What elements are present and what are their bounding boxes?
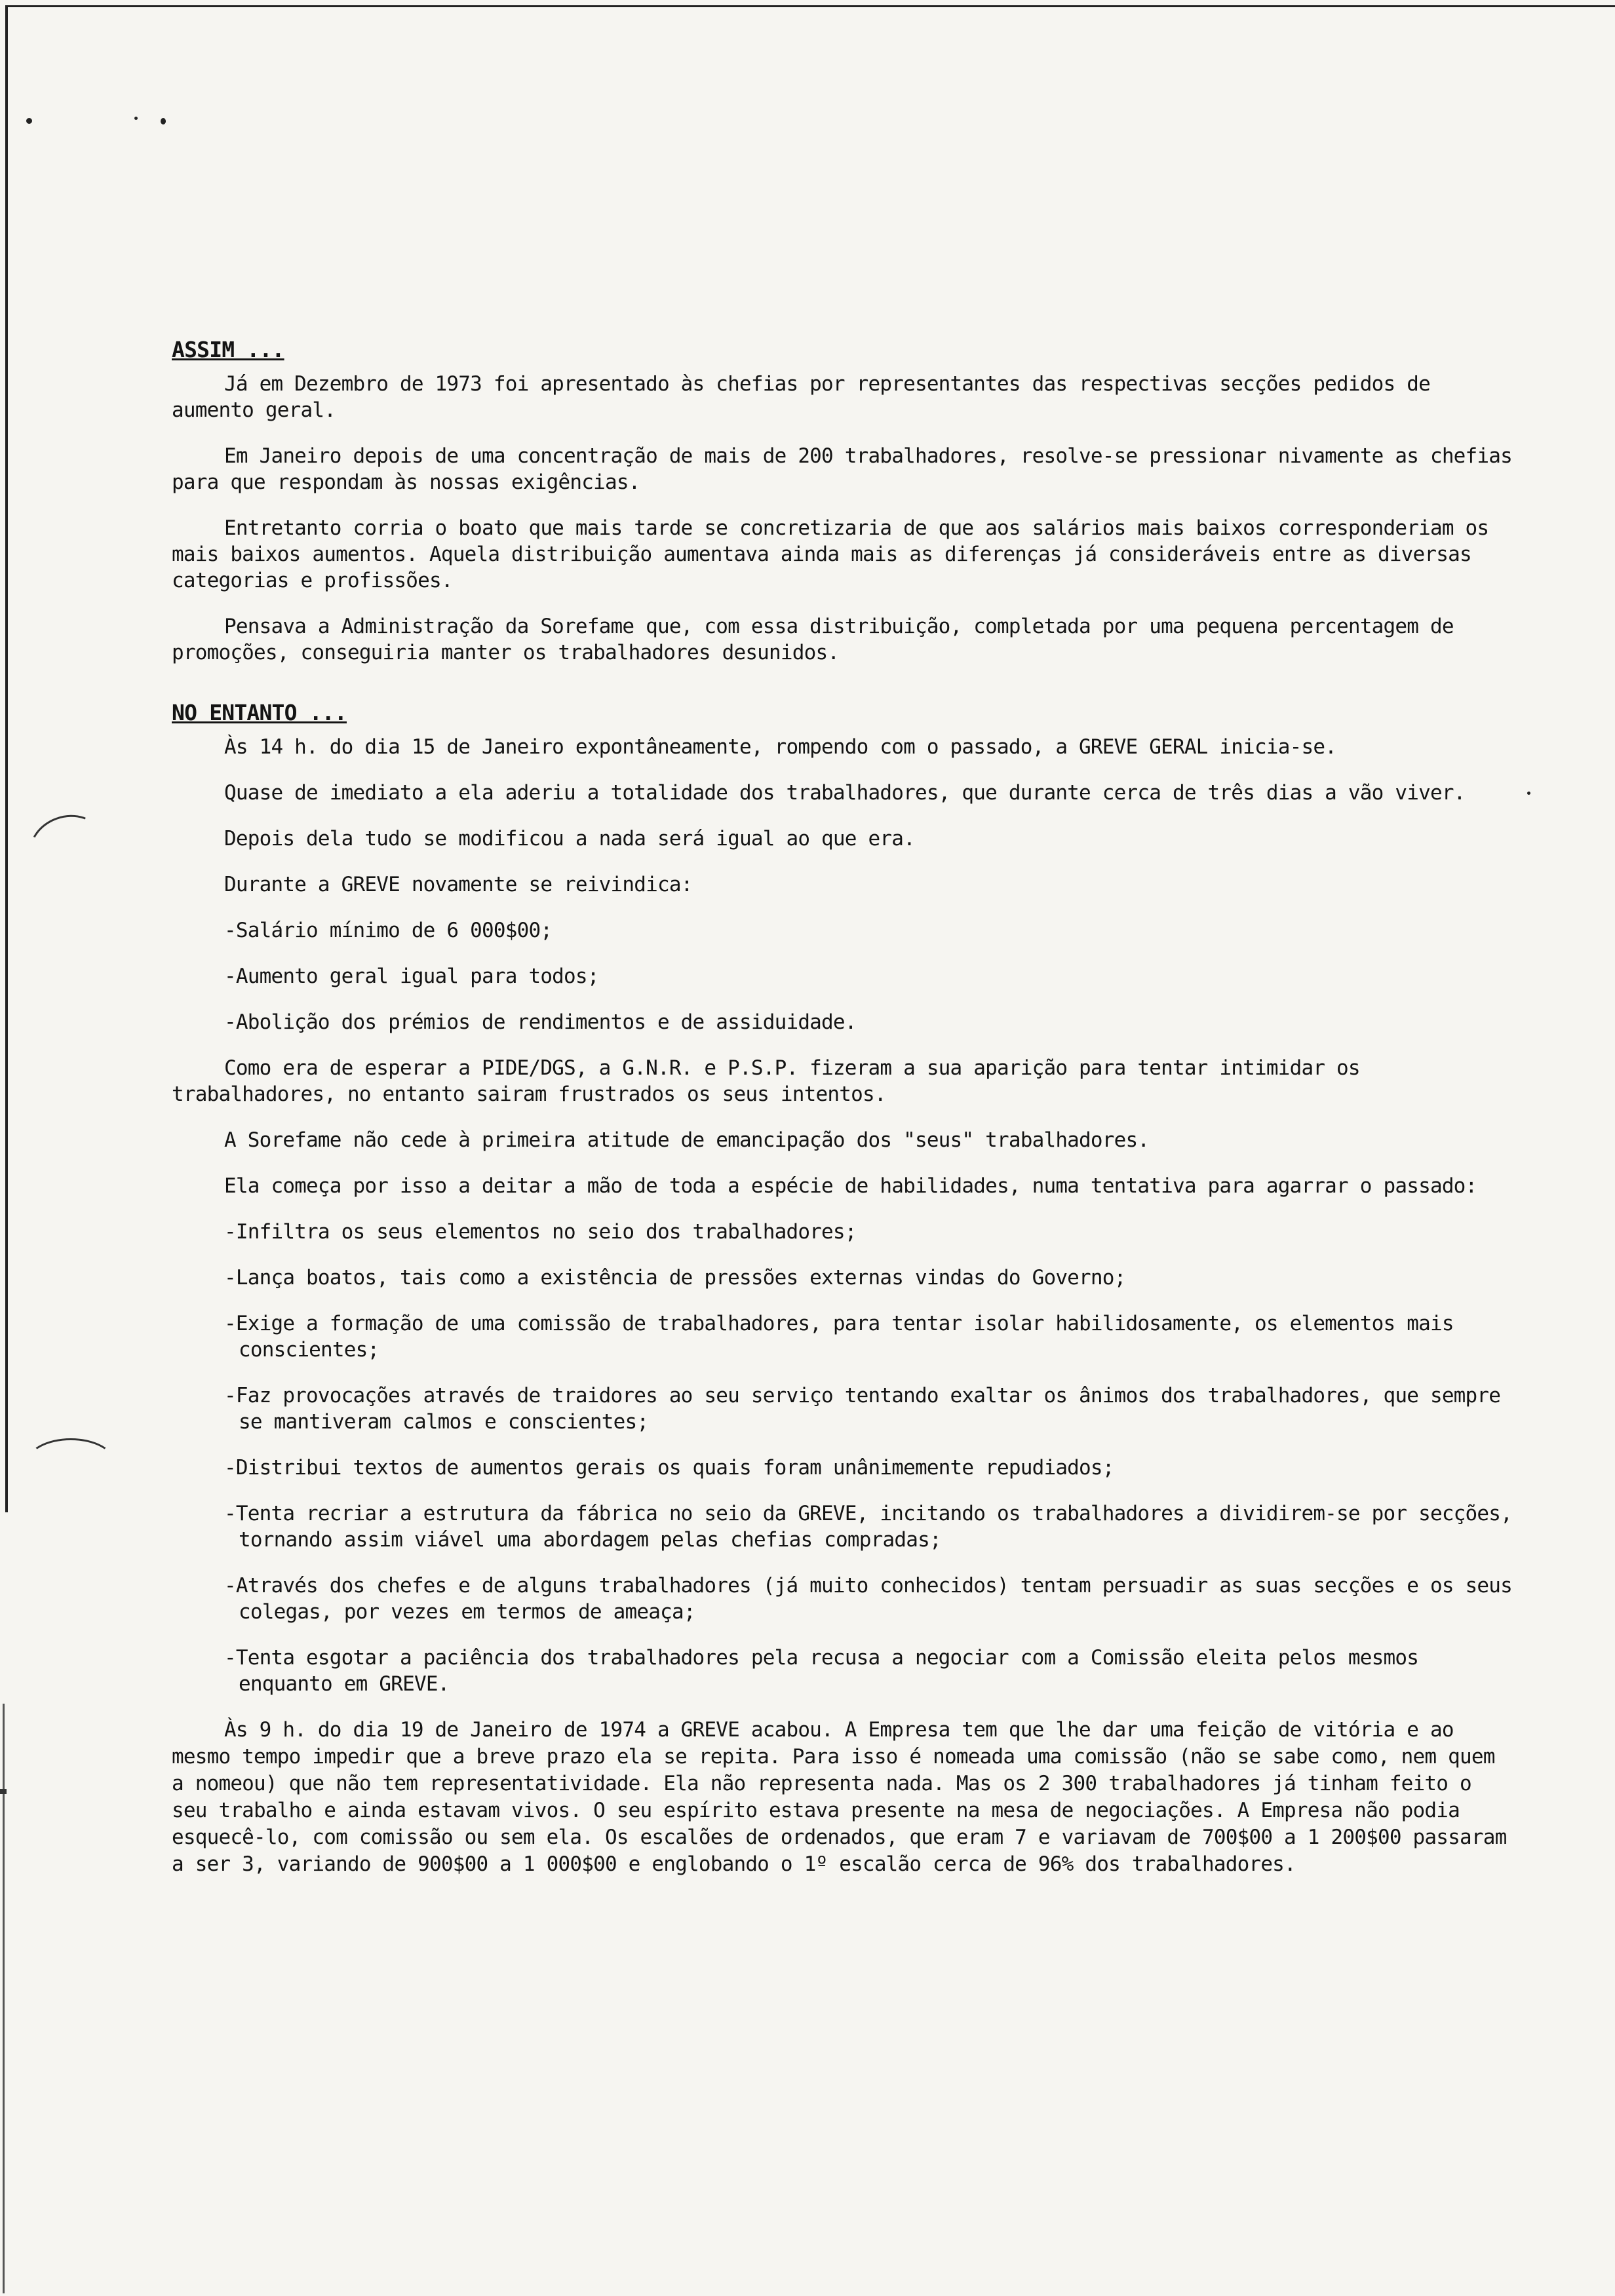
tactic-item: -Distribui textos de aumentos gerais os quais foram unânimemente repudiados; — [224, 1456, 1114, 1480]
paragraph: Já em Dezembro de 1973 foi apresentado às chefias por representantes das respectivas secções pedidos de aumento geral. — [172, 372, 1430, 422]
paragraph: Em Janeiro depois de uma concentração de mais de 200 trabalhadores, resolve-se pressionar nivamente as chefias para que respondam às nossas exigências. — [172, 444, 1512, 494]
paragraph: Durante a GREVE novamente se reivindica: — [224, 873, 693, 896]
margin-stroke — [20, 805, 113, 890]
tactic-item: -Infiltra os seus elementos no seio dos trabalhadores; — [224, 1220, 857, 1244]
paragraph: Entretanto corria o boato que mais tarde se concretizaria de que aos salários mais baixos corresponderiam os mais baixos aumentos. Aquela distribuição aumentava ainda mais as diferenças já consideráveis entre as diversas categorias e profissões. — [172, 516, 1489, 592]
paragraph: Depois dela tudo se modificou a nada será igual ao que era. — [224, 827, 915, 851]
tactic-item: -Através dos chefes e de alguns trabalhadores (já muito conhecidos) tentam persuadir as suas secções e os seus colegas, por vezes em termos de ameaça; — [224, 1574, 1512, 1624]
demand-item: -Abolição dos prémios de rendimentos e de assiduidade. — [224, 1010, 857, 1034]
scan-speck — [161, 118, 166, 124]
tactic-item: -Faz provocações através de traidores ao seu serviço tentando exaltar os ânimos dos trabalhadores, que sempre se mantiveram calmos e conscientes; — [224, 1384, 1501, 1434]
page-edge-left — [5, 5, 8, 1512]
paragraph: Ela começa por isso a deitar a mão de toda a espécie de habilidades, numa tentativa para agarrar o passado: — [224, 1174, 1477, 1198]
closing-paragraph: Às 9 h. do dia 19 de Janeiro de 1974 a GREVE acabou. A Empresa tem que lhe dar uma feição de vitória e ao mesmo tempo impedir que a breve prazo ela se repita. Para isso é nomeada uma comissão (não se sabe como, nem quem a nomeou) que não tem representatividade. Ela não representa nada. Mas os 2 300 trabalhadores já tinham feito o seu trabalho e ainda estavam vivos. O seu espírito estava presente na mesa de negociações. A Empresa não podia esquecê-lo, com comissão ou sem ela. Os escalões de ordenados, que eram 7 e variavam de 700$00 a 1 200$00 passaram a ser 3, variando de 900$00 a 1 000$00 e englobando o 1º escalão cerca de 96% dos trabalhadores. — [172, 1718, 1507, 1876]
section-heading-no-entanto: NO ENTANTO ... — [172, 700, 347, 725]
demand-item: -Salário mínimo de 6 000$00; — [224, 919, 553, 942]
paragraph: Quase de imediato a ela aderiu a totalidade dos trabalhadores, que durante cerca de três dias a vão viver. — [224, 781, 1466, 805]
paragraph: Às 14 h. do dia 15 de Janeiro expontâneamente, rompendo com o passado, a GREVE GERAL inicia-se. — [224, 735, 1337, 759]
document-body — [172, 328, 1515, 1898]
page-edge-tick — [0, 1789, 7, 1794]
paragraph: Pensava a Administração da Sorefame que, com essa distribuição, completada por uma pequena percentagem de promoções, conseguiria manter os trabalhadores desunidos. — [172, 615, 1454, 664]
tactic-item: -Tenta esgotar a paciência dos trabalhadores pela recusa a negociar com a Comissão eleita pelos mesmos enquanto em GREVE. — [224, 1646, 1419, 1696]
tactic-item: -Lança boatos, tais como a existência de pressões externas vindas do Governo; — [224, 1266, 1126, 1290]
page-edge-top — [7, 5, 1615, 7]
tactic-item: -Exige a formação de uma comissão de trabalhadores, para tentar isolar habilidosamente, os elementos mais conscientes; — [224, 1312, 1454, 1362]
scan-speck — [1527, 792, 1530, 795]
demand-item: -Aumento geral igual para todos; — [224, 965, 599, 988]
section-heading-assim: ASSIM ... — [172, 337, 284, 362]
paragraph: Como era de esperar a PIDE/DGS, a G.N.R. e P.S.P. fizeram a sua aparição para tentar intimidar os trabalhadores, no entanto sairam frustrados os seus intentos. — [172, 1056, 1360, 1106]
scan-speck — [26, 118, 32, 124]
margin-stroke — [26, 1438, 115, 1488]
paragraph: A Sorefame não cede à primeira atitude de emancipação dos "seus" trabalhadores. — [224, 1128, 1150, 1152]
scan-speck — [134, 117, 138, 120]
tactic-item: -Tenta recriar a estrutura da fábrica no seio da GREVE, incitando os trabalhadores a dividirem-se por secções, tornando assim viável uma abordagem pelas chefias compradas; — [224, 1502, 1512, 1552]
